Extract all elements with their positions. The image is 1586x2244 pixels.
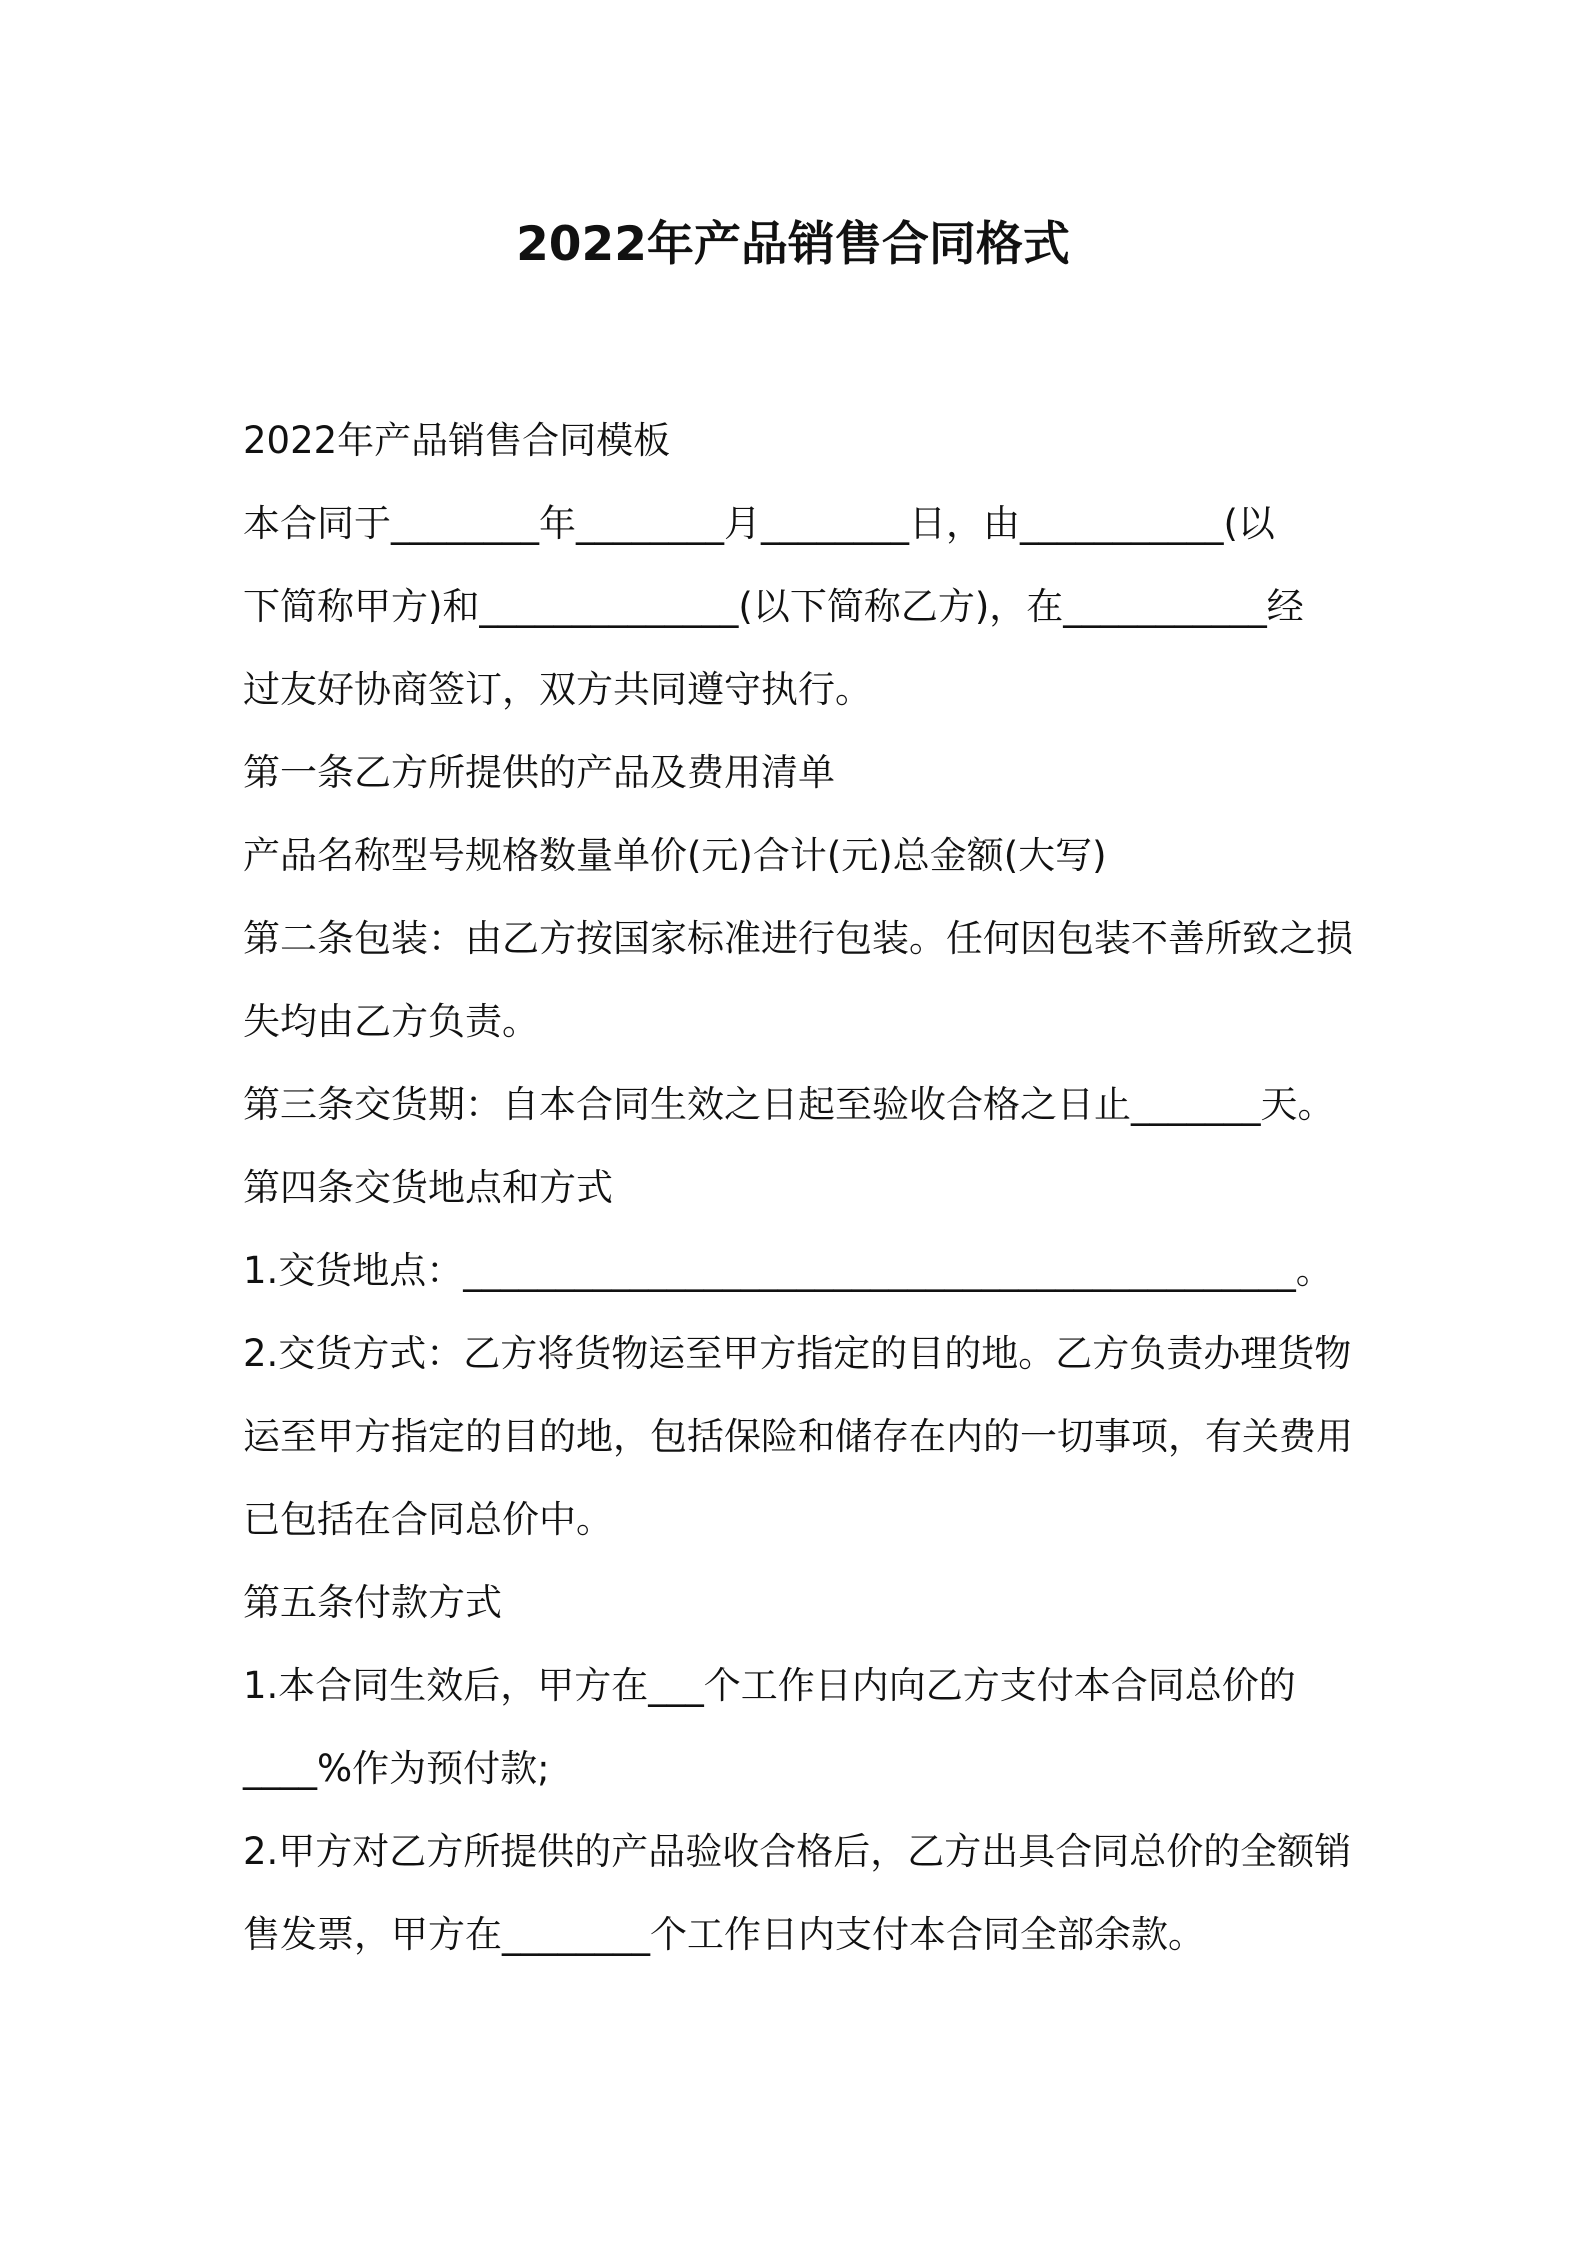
clause-line: 2.甲方对乙方所提供的产品验收合格后，乙方出具合同总价的全额销 — [243, 1830, 1352, 1873]
article-heading: 第五条付款方式 — [243, 1581, 502, 1624]
paragraph-line: 运至甲方指定的目的地，包括保险和储存在内的一切事项，有关费用 — [243, 1415, 1353, 1458]
clause-line: 1.本合同生效后，甲方在___个工作日内向乙方支付本合同总价的 — [243, 1664, 1296, 1707]
paragraph-line: ____%作为预付款; — [243, 1747, 550, 1790]
paragraph-line: 下简称甲方)和______________(以下简称乙方)，在___________经 — [243, 585, 1304, 628]
article-paragraph-line: 第三条交货期：自本合同生效之日起至验收合格之日止_______天。 — [243, 1083, 1335, 1126]
article-heading: 第一条乙方所提供的产品及费用清单 — [243, 751, 835, 794]
clause-line: 1.交货地点：_____________________________________________。 — [243, 1249, 1333, 1292]
paragraph-line: 过友好协商签订，双方共同遵守执行。 — [243, 668, 872, 711]
document-title: 2022年产品销售合同格式 — [516, 217, 1070, 272]
paragraph-line: 售发票，甲方在________个工作日内支付本合同全部余款。 — [243, 1913, 1205, 1956]
paragraph-line: 已包括在合同总价中。 — [243, 1498, 613, 1541]
paragraph-line: 本合同于________年________月________日，由___________(以 — [243, 502, 1275, 545]
template-subtitle: 2022年产品销售合同模板 — [243, 419, 671, 462]
document-body — [243, 399, 1363, 1976]
clause-line: 2.交货方式：乙方将货物运至甲方指定的目的地。乙方负责办理货物 — [243, 1332, 1352, 1375]
product-table-header: 产品名称型号规格数量单价(元)合计(元)总金额(大写) — [243, 834, 1107, 877]
article-heading: 第四条交货地点和方式 — [243, 1166, 613, 1209]
paragraph-line: 失均由乙方负责。 — [243, 1000, 539, 1043]
article-paragraph-line: 第二条包装：由乙方按国家标准进行包装。任何因包装不善所致之损 — [243, 917, 1353, 960]
